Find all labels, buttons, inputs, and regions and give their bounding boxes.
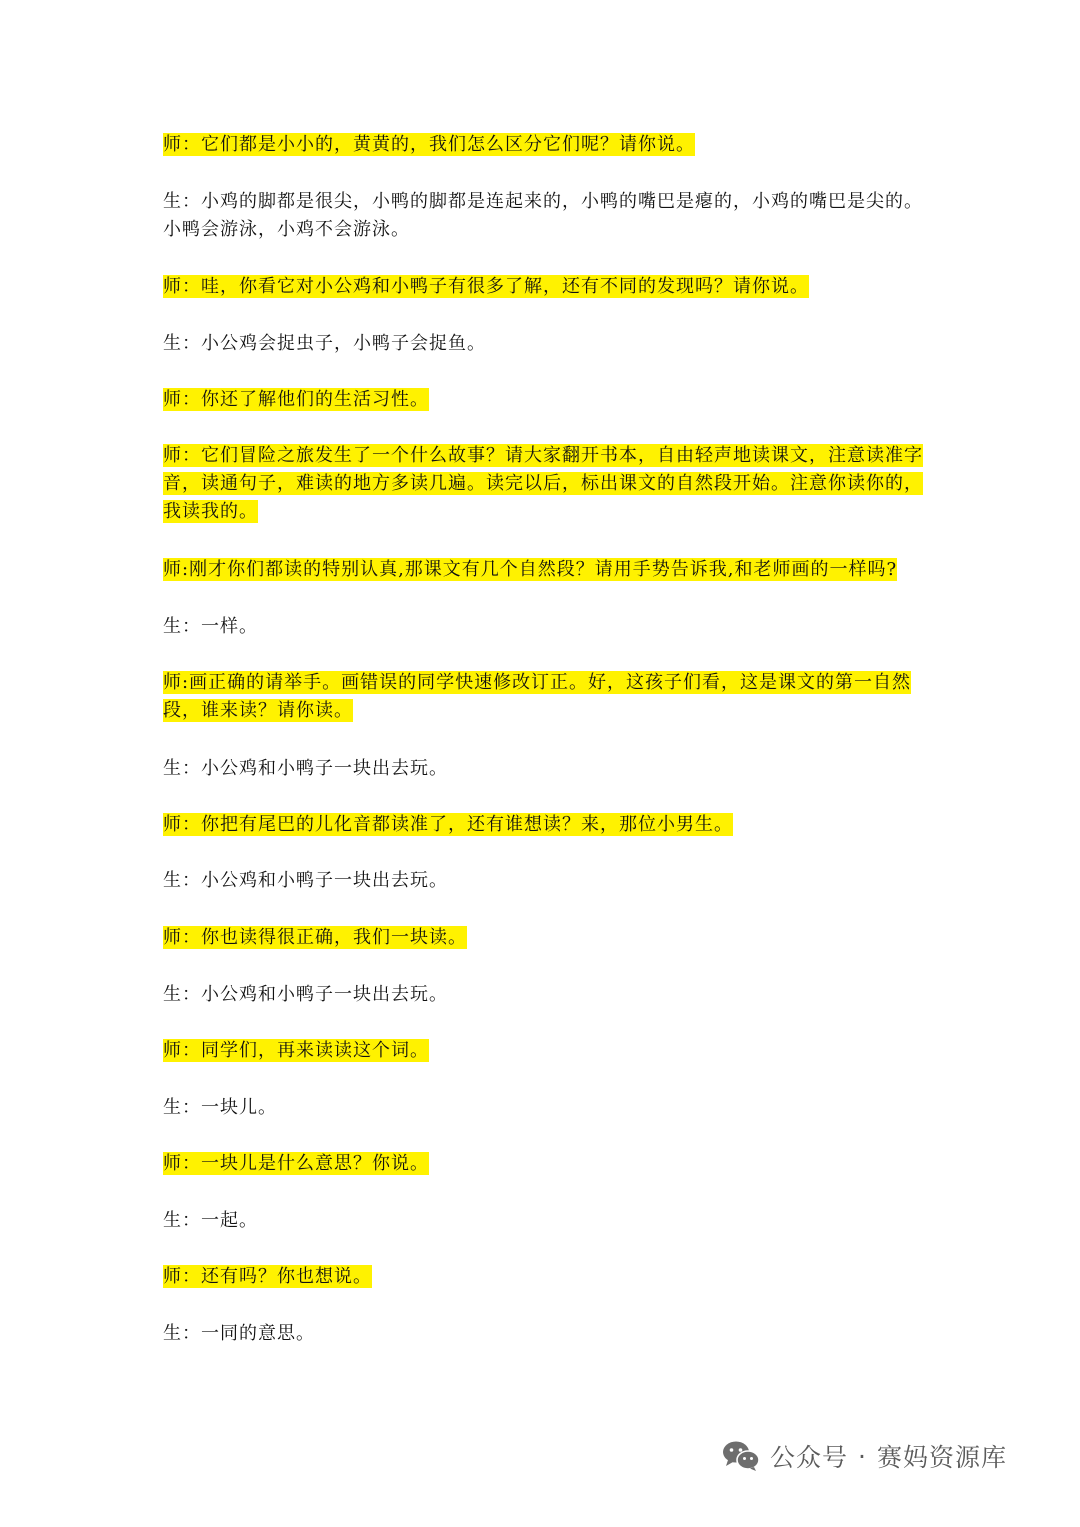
student-line — [163, 867, 923, 895]
student-line-text: 生：一同的意思。 — [163, 1323, 315, 1344]
student-line — [163, 755, 923, 783]
teacher-line-text: 师：你还了解他们的生活习性。 — [163, 389, 429, 410]
teacher-line — [163, 442, 923, 526]
watermark-separator: · — [858, 1441, 867, 1471]
student-line — [163, 981, 923, 1009]
teacher-line-text: 师：它们都是小小的，黄黄的，我们怎么区分它们呢？请你说。 — [163, 134, 695, 155]
student-line — [163, 1320, 923, 1348]
watermark-label: 公众号 — [770, 1443, 849, 1472]
teacher-line — [163, 1263, 923, 1291]
teacher-line-text: 师：同学们，再来读读这个词。 — [163, 1040, 429, 1061]
teacher-line — [163, 131, 923, 159]
teacher-line-text: 师：一块儿是什么意思？你说。 — [163, 1153, 429, 1174]
teacher-line — [163, 811, 923, 839]
teacher-line — [163, 1037, 923, 1065]
student-line-text: 生：小公鸡会捉虫子，小鸭子会捉鱼。 — [163, 333, 486, 354]
student-line — [163, 1094, 923, 1122]
teacher-line-text: 师：它们冒险之旅发生了一个什么故事？请大家翻开书本，自由轻声地读课文，注意读准字音，读通句子，难读的地方多读几遍。读完以后，标出课文的自然段开始。注意你读你的，我读我的。 — [163, 445, 923, 522]
teacher-line-text: 师：你也读得很正确，我们一块读。 — [163, 927, 467, 948]
student-line — [163, 330, 923, 358]
student-line — [163, 613, 923, 641]
teacher-line-text: 师:刚才你们都读的特别认真,那课文有几个自然段？请用手势告诉我,和老师画的一样吗? — [163, 559, 898, 580]
student-line — [163, 1207, 923, 1235]
teacher-line-text: 师：你把有尾巴的儿化音都读准了，还有谁想读？来，那位小男生。 — [163, 814, 733, 835]
teacher-line — [163, 924, 923, 952]
student-line — [163, 188, 923, 244]
student-line-text: 生：一起。 — [163, 1210, 258, 1231]
student-line-text: 生：小公鸡和小鸭子一块出去玩。 — [163, 870, 448, 891]
teacher-line — [163, 556, 923, 584]
teacher-line — [163, 669, 923, 725]
student-line-text: 生：一样。 — [163, 616, 258, 637]
teacher-line — [163, 273, 923, 301]
watermark-account: 赛妈资源库 — [876, 1443, 1007, 1472]
student-line-text: 生：小鸡的脚都是很尖，小鸭的脚都是连起来的，小鸭的嘴巴是瘪的，小鸡的嘴巴是尖的。小鸭会游泳，小鸡不会游泳。 — [163, 191, 923, 240]
teacher-line-text: 师:画正确的请举手。画错误的同学快速修改订正。好，这孩子们看，这是课文的第一自然段，谁来读？请你读。 — [163, 672, 912, 721]
student-line-text: 生：小公鸡和小鸭子一块出去玩。 — [163, 758, 448, 779]
student-line-text: 生：一块儿。 — [163, 1097, 277, 1118]
student-line-text: 生：小公鸡和小鸭子一块出去玩。 — [163, 984, 448, 1005]
teacher-line — [163, 1150, 923, 1178]
teacher-line-text: 师：还有吗？你也想说。 — [163, 1266, 372, 1287]
teacher-line-text: 师：哇，你看它对小公鸡和小鸭子有很多了解，还有不同的发现吗？请你说。 — [163, 276, 809, 297]
teacher-line — [163, 386, 923, 414]
wechat-icon — [722, 1440, 760, 1472]
wechat-watermark — [722, 1436, 1007, 1476]
